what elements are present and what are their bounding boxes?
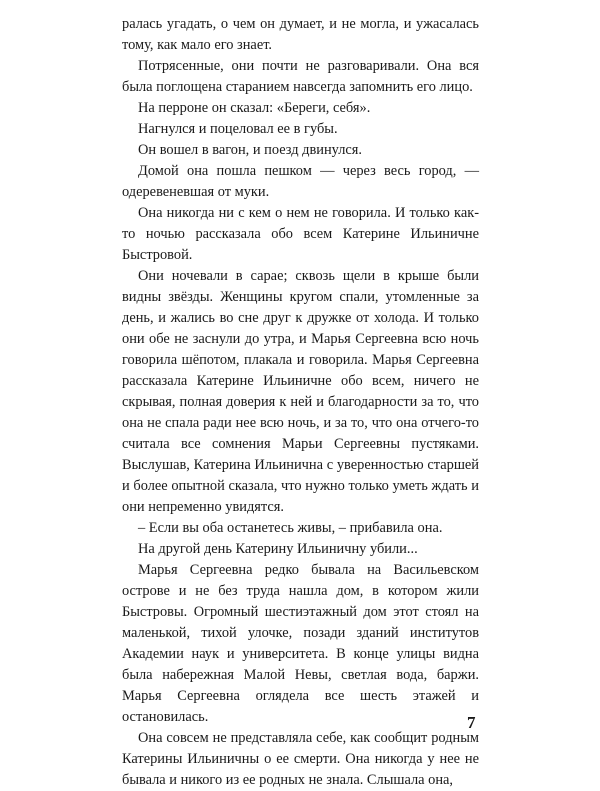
paragraph-5: Он вошел в вагон, и поезд двинулся. [138, 142, 362, 158]
paragraph-12: Она совсем не представляла себе, как сообщит родным Катерины Ильиничны о ее смерти. Она никогда у нее не бывала и никого из ее родных не знала. Слышала она, [122, 730, 479, 788]
paragraph-1: ралась угадать, о чем он думает, и не могла, и ужасалась тому, как мало его знает. [122, 16, 479, 53]
paragraph-10: На другой день Катерину Ильиничну убили... [138, 541, 418, 557]
paragraph-8: Они ночевали в сарае; сквозь щели в крыше были видны звёзды. Женщины кругом спали, утомленные за день, и жались во сне друг к дружке от холода. И только они обе не заснули до утра, и Марья Сергеевна всю ночь говорила шёпотом, плакала и говорила. Марья Сергеевна рассказала Катерине Ильиничне обо всем, ничего не скрывая, полная доверия к ней и благодарности за то, что она не спала ради нее всю ночь, и за то, что она отчего-то считала все сомнения Марьи Сергеевны пустяками. Выслушав, Катерина Ильинична с уверенностью старшей и более опытной сказала, что нужно только уметь ждать и они непременно увидятся. [122, 268, 479, 515]
paragraph-4: Нагнулся и поцеловал ее в губы. [138, 121, 338, 137]
paragraph-6: Домой она пошла пешком — через весь город, — одеревеневшая от муки. [122, 163, 479, 200]
paragraph-9: – Если вы оба останетесь живы, – прибавила она. [138, 520, 443, 536]
paragraph-3: На перроне он сказал: «Береги, себя». [138, 100, 371, 116]
paragraph-7: Она никогда ни с кем о нем не говорила. И только как-то ночью рассказала обо всем Катерине Ильиничне Быстровой. [122, 205, 479, 263]
page-text [122, 14, 479, 791]
paragraph-2: Потрясенные, они почти не разговаривали. Она вся была поглощена старанием навсегда запомнить его лицо. [122, 58, 479, 95]
paragraph-11: Марья Сергеевна редко бывала на Васильевском острове и не без труда нашла дом, в котором жили Быстровы. Огромный шестиэтажный дом этот стоял на маленькой, тихой улочке, позади зданий институтов Академии наук и университета. В конце улицы видна была набережная Малой Невы, светлая вода, баржи. Марья Сергеевна оглядела все шесть этажей и остановилась. [122, 562, 479, 725]
page-number: 7 [467, 713, 476, 732]
